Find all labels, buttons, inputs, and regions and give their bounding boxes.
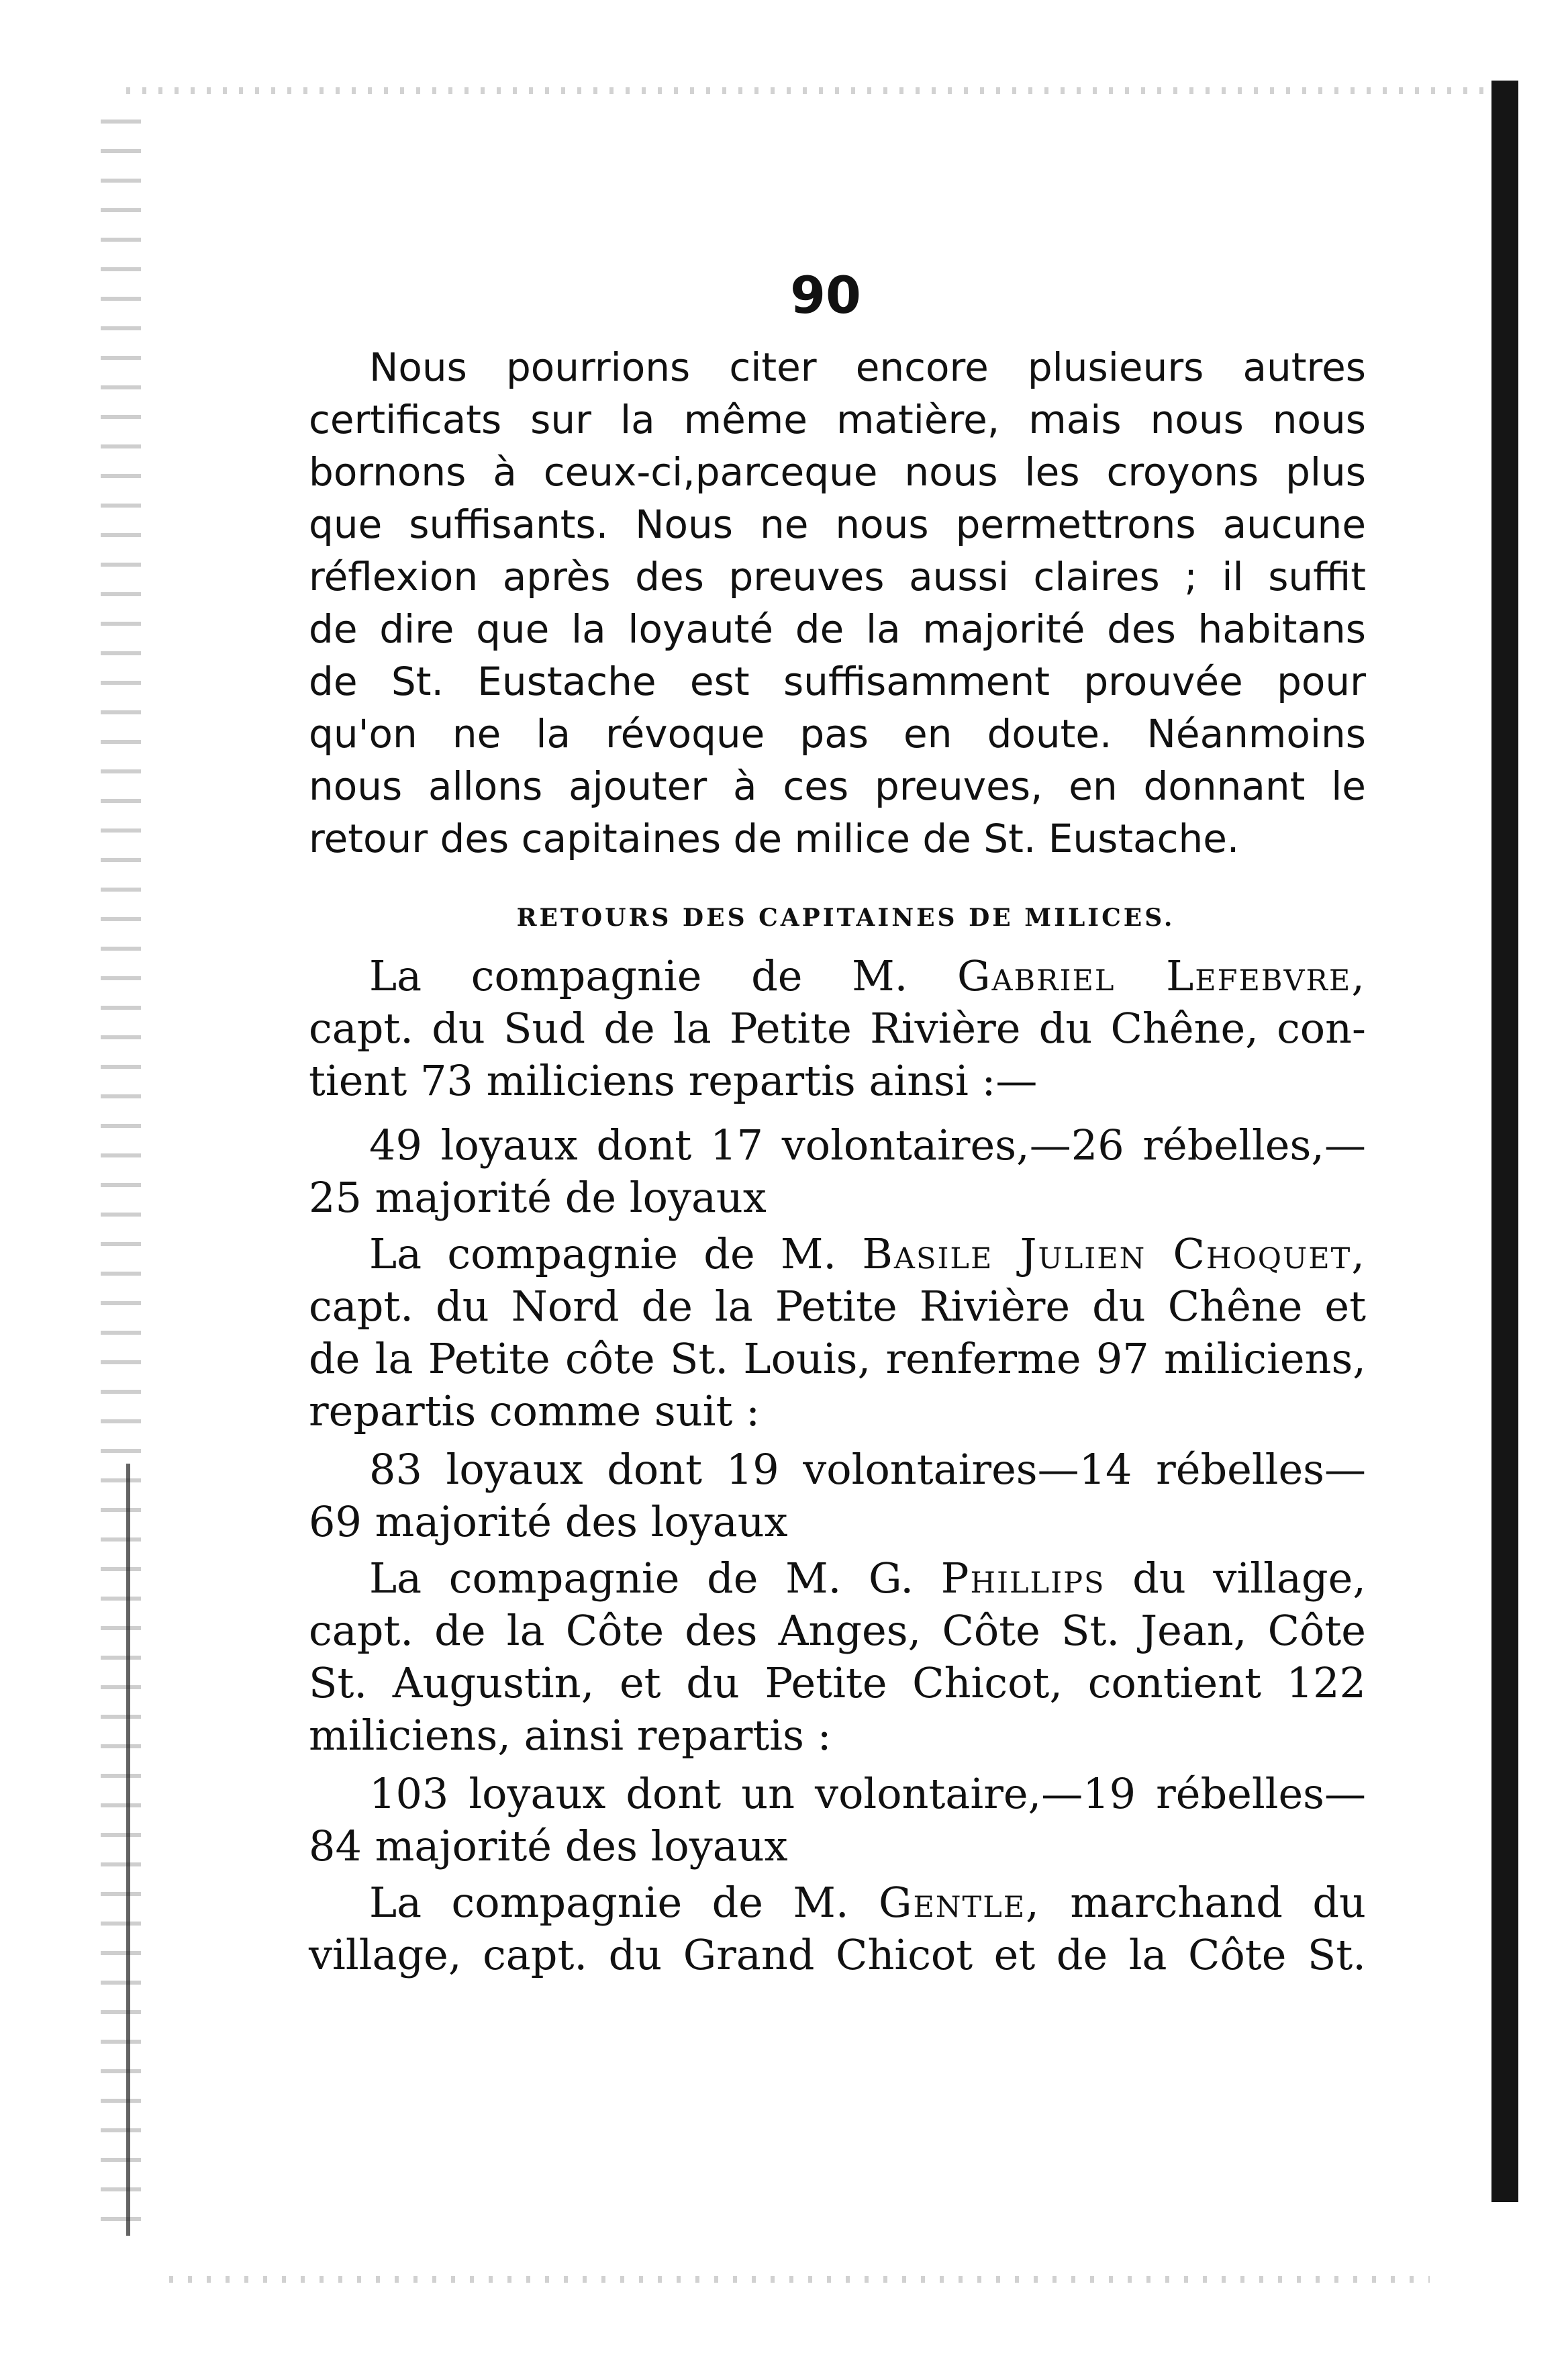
paragraph-line: retour des capitaines de milice de St. Eustache. xyxy=(309,816,1240,861)
company-detail-line: village, capt. du Grand Chicot et de la Côte St. xyxy=(309,1930,1366,1979)
company-intro-line xyxy=(369,1877,1366,1929)
captain-name: Phillips xyxy=(940,1554,1106,1603)
paragraph-line: bornons à ceux-ci,parceque nous les croyons plus xyxy=(309,449,1366,495)
company-intro-line xyxy=(369,1228,1366,1280)
company-intro-line xyxy=(369,1552,1366,1605)
page-left-edge xyxy=(101,94,141,2242)
paragraph-line: nous allons ajouter à ces preuves, en donnant le xyxy=(309,763,1366,809)
captain-name: Gabriel Lefebvre, xyxy=(957,951,1366,1000)
paragraph-line: Nous pourrions citer encore plusieurs autres xyxy=(369,344,1366,390)
company-stats-line: 69 majorité des loyaux xyxy=(309,1497,788,1546)
company-intro-text: marchand du xyxy=(1070,1878,1366,1927)
company-detail-line: repartis comme suit : xyxy=(309,1386,761,1435)
page-left-edge-line xyxy=(126,1464,130,2236)
company-stats-line: 83 loyaux dont 19 volontaires—14 rébelles— xyxy=(369,1445,1366,1494)
company-detail-line: de la Petite côte St. Louis, renferme 97 miliciens, xyxy=(309,1334,1366,1383)
company-detail-line: capt. du Nord de la Petite Rivière du Chêne et xyxy=(309,1282,1366,1331)
company-intro-text: La compagnie de M. xyxy=(369,1878,849,1927)
company-detail-line: capt. de la Côte des Anges, Côte St. Jean, Côte xyxy=(309,1606,1366,1655)
section-heading: RETOURS DES CAPITAINES DE MILICES. xyxy=(516,904,1175,932)
company-detail-line: St. Augustin, et du Petite Chicot, contient 122 xyxy=(309,1658,1366,1707)
company-intro-text: du village, xyxy=(1132,1554,1366,1603)
paragraph-line: réflexion après des preuves aussi claires ; il suffit xyxy=(309,554,1366,600)
company-stats-line: 103 loyaux dont un volontaire,—19 rébelles— xyxy=(369,1769,1366,1818)
paragraph-line: de St. Eustache est suffisamment prouvée pour xyxy=(309,659,1366,704)
company-intro-text: La compagnie de M. G. xyxy=(369,1554,914,1603)
company-detail-line: capt. du Sud de la Petite Rivière du Chêne, con- xyxy=(309,1004,1366,1053)
company-detail-line: miliciens, ainsi repartis : xyxy=(309,1711,832,1760)
captain-name: Basile Julien Choquet, xyxy=(862,1229,1366,1278)
page-number: 90 xyxy=(790,265,861,325)
company-detail-line: tient 73 miliciens repartis ainsi :— xyxy=(309,1056,1038,1105)
page-bottom-edge xyxy=(154,2276,1430,2283)
page-top-edge xyxy=(114,87,1490,94)
paragraph-line: que suffisants. Nous ne nous permettrons aucune xyxy=(309,502,1366,547)
company-stats-line: 49 loyaux dont 17 volontaires,—26 rébelles,— xyxy=(369,1121,1366,1170)
paragraph-line: qu'on ne la révoque pas en doute. Néanmoins xyxy=(309,711,1366,757)
paragraph-line: de dire que la loyauté de la majorité des habitans xyxy=(309,606,1366,652)
paragraph-line: certificats sur la même matière, mais nous nous xyxy=(309,397,1366,442)
captain-name: Gentle, xyxy=(879,1878,1040,1927)
company-intro-line xyxy=(369,950,1366,1002)
company-stats-line: 25 majorité de loyaux xyxy=(309,1173,767,1222)
company-stats-line: 84 majorité des loyaux xyxy=(309,1821,788,1870)
page-spine-edge xyxy=(1491,81,1518,2202)
company-intro-text: La compagnie de M. xyxy=(369,1229,837,1278)
company-intro-text: La compagnie de M. xyxy=(369,951,908,1000)
